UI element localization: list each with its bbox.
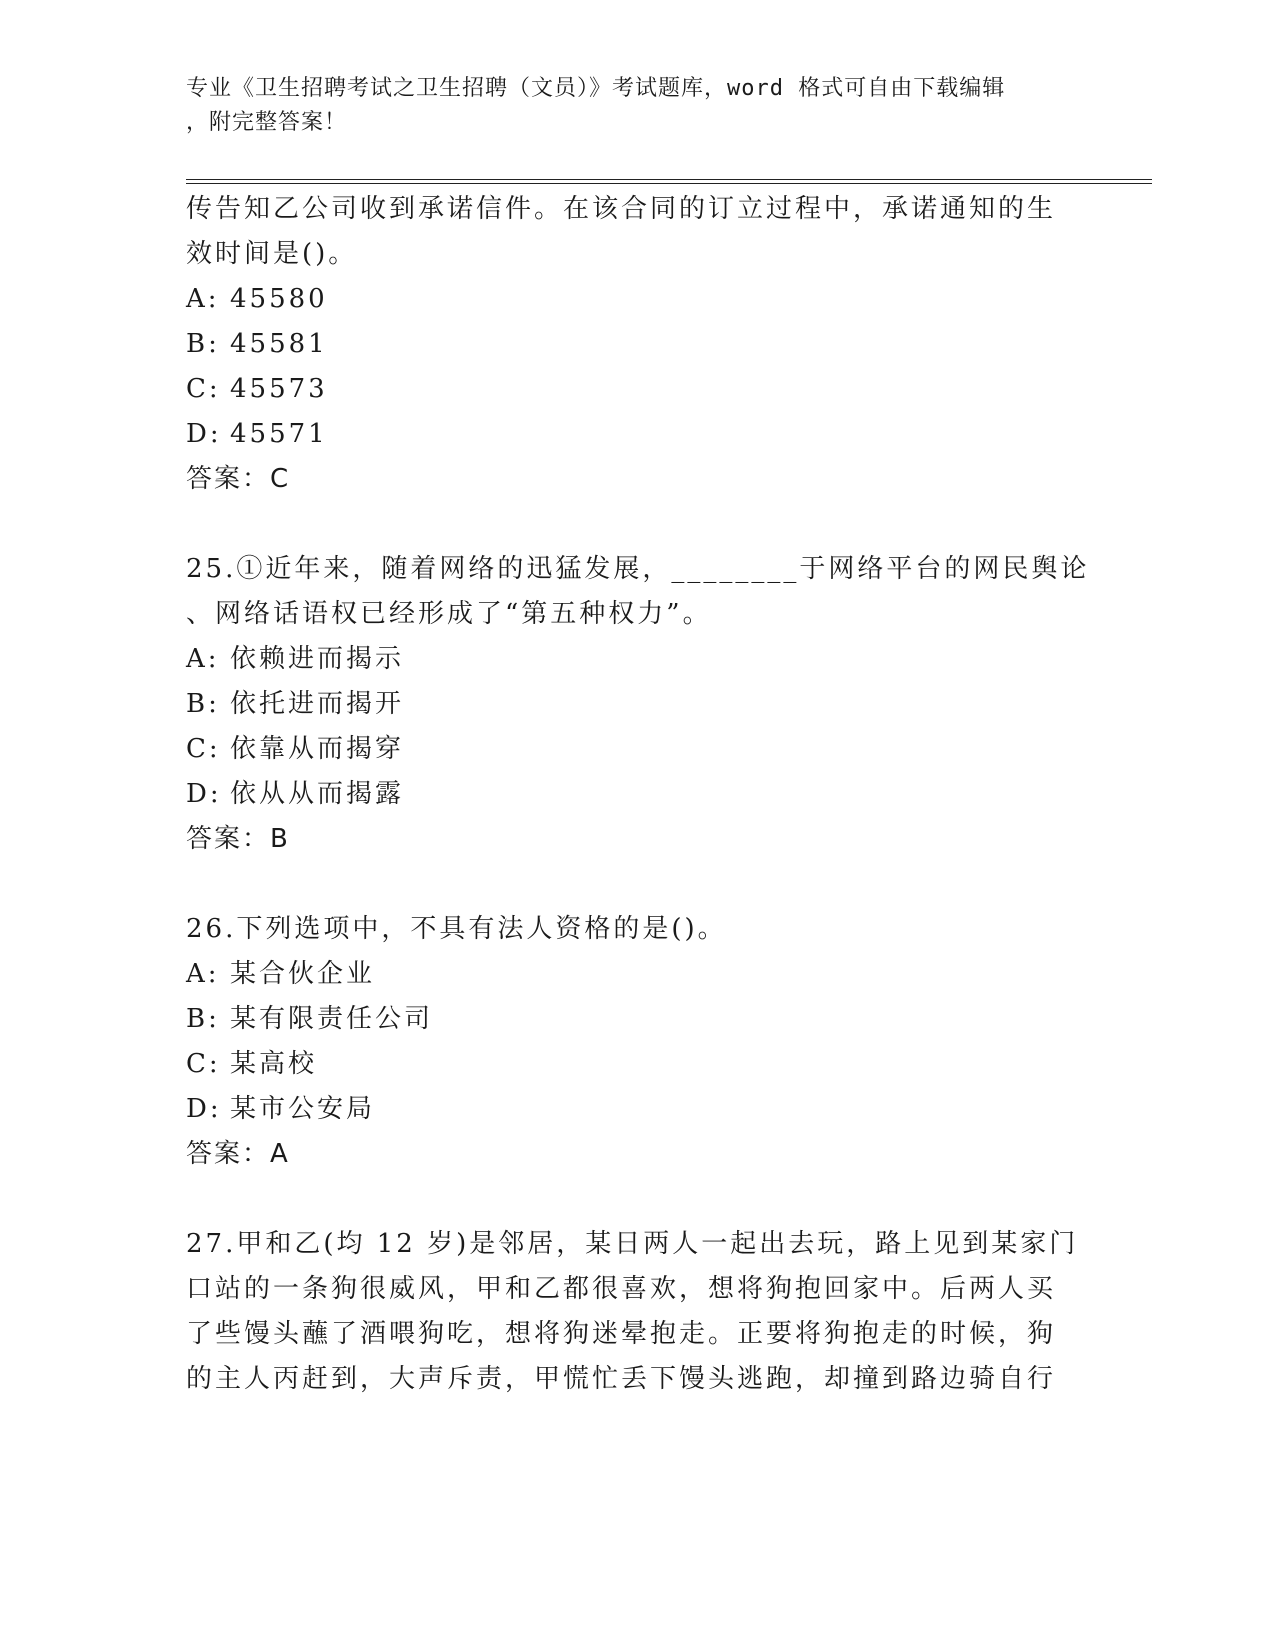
option-text: 依从从而揭露 [230, 779, 405, 809]
option-c [186, 727, 1066, 772]
option-d [186, 1087, 1066, 1132]
option-label: A: [186, 644, 220, 674]
question-text: 口站的一条狗很威风，甲和乙都很喜欢，想将狗抱回家中。后两人买 [186, 1274, 1057, 1304]
answer-line: 答案：C [186, 464, 291, 494]
option-text: 依托进而揭开 [230, 689, 405, 719]
question-text: 26.下列选项中，不具有法人资格的是()。 [186, 914, 727, 944]
option-b [186, 997, 1066, 1042]
question-text: 了些馒头蘸了酒喂狗吃，想将狗迷晕抱走。正要将狗抱走的时候，狗 [186, 1319, 1057, 1349]
option-b [186, 682, 1066, 727]
option-text: 依靠从而揭穿 [230, 734, 405, 764]
option-c [186, 367, 1066, 412]
option-text: 某合伙企业 [230, 959, 376, 989]
option-text: 45571 [230, 419, 328, 449]
question-spacer [186, 502, 1066, 547]
question-text: 25.①近年来，随着网络的迅猛发展，________于网络平台的网民舆论 [186, 554, 1090, 584]
option-text: 45580 [230, 284, 328, 314]
option-label: B: [186, 329, 220, 359]
option-text: 某有限责任公司 [230, 1004, 434, 1034]
option-text: 45581 [230, 329, 328, 359]
option-d [186, 412, 1066, 457]
option-c [186, 1042, 1066, 1087]
question-27 [186, 1222, 1079, 1402]
answer-line: 答案：A [186, 1139, 290, 1169]
header-divider-top [186, 179, 1152, 180]
option-text: 某市公安局 [230, 1094, 376, 1124]
option-label: B: [186, 1004, 220, 1034]
option-label: C: [186, 374, 221, 404]
question-text: 传告知乙公司收到承诺信件。在该合同的订立过程中，承诺通知的生 [186, 194, 1057, 224]
question-text: 、网络话语权已经形成了“第五种权力”。 [186, 599, 712, 629]
option-a [186, 637, 1066, 682]
option-label: D: [186, 779, 222, 809]
option-label: A: [186, 959, 220, 989]
option-label: C: [186, 734, 221, 764]
option-label: D: [186, 1094, 222, 1124]
answer-line: 答案：B [186, 824, 290, 854]
question-list [186, 187, 1090, 1402]
option-label: B: [186, 689, 220, 719]
option-text: 依赖进而揭示 [230, 644, 405, 674]
question-text: 27.甲和乙(均 12 岁)是邻居，某日两人一起出去玩，路上见到某家门 [186, 1229, 1079, 1259]
question-text: 效时间是()。 [186, 239, 358, 269]
option-text: 某高校 [230, 1049, 318, 1079]
question-spacer [186, 1177, 1066, 1222]
question-spacer [186, 862, 1066, 907]
option-a [186, 952, 1066, 997]
header-divider-bottom [186, 183, 1152, 184]
option-label: C: [186, 1049, 221, 1079]
option-b [186, 322, 1066, 367]
option-label: D: [186, 419, 222, 449]
question-26 [186, 907, 1066, 1177]
option-text: 45573 [230, 374, 328, 404]
question-24 [186, 187, 1066, 502]
document-header [186, 72, 1066, 140]
option-a [186, 277, 1066, 322]
question-text: 的主人丙赶到，大声斥责，甲慌忙丢下馒头逃跑，却撞到路边骑自行 [186, 1364, 1057, 1394]
option-d [186, 772, 1066, 817]
header-line-2: ，附完整答案！ [186, 110, 348, 135]
question-25 [186, 547, 1090, 862]
option-label: A: [186, 284, 220, 314]
header-line-1: 专业《卫生招聘考试之卫生招聘（文员）》考试题库，word 格式可自由下载编辑 [186, 76, 1006, 101]
